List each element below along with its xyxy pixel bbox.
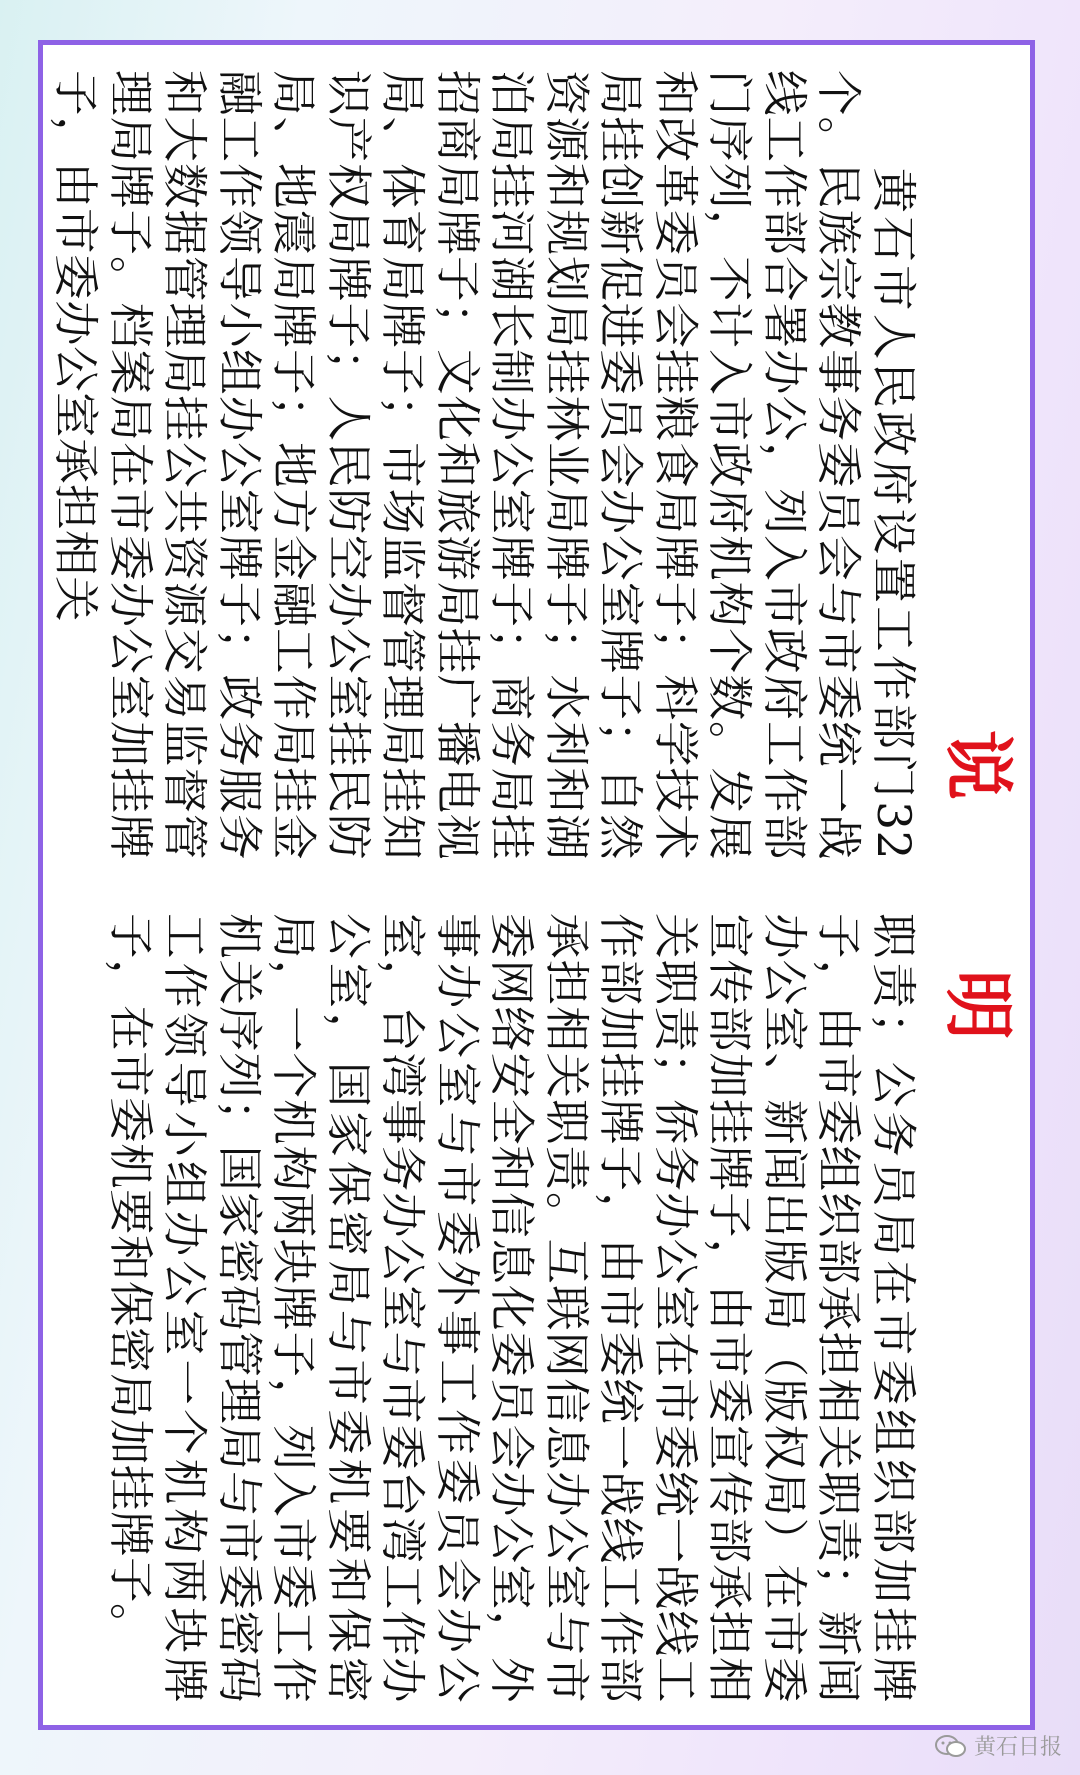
document-frame (38, 40, 1035, 1730)
paragraph-left: 黄石市人民政府设置工作部门32个。民族宗教事务委员会与市委统一战线工作部合署办公，列入市政府工作部门序列，不计入市政府机构个数。发展和改革委员会挂粮食局牌子；科学技术局挂创新促进委员会办公室牌子；自然资源和规划局挂林业局牌子；水利和湖泊局挂河湖长制办公室牌子；商务局挂招商局牌子；文化和旅游局挂广播电视局、体育局牌子；市场监督管理局挂知识产权局牌子；人民防空办公室挂民防局、地震局牌子；地方金融工作局挂金融工作领导小组办公室牌子；政务服务和大数据管理局挂公共资源交易监督管理局牌子。档案局在市委办公室加挂牌子，由市委办公室承担相关 (49, 70, 920, 860)
watermark (934, 1730, 1062, 1761)
paragraph-right: 职责；公务员局在市委组织部加挂牌子，由市委组织部承担相关职责；新闻办公室、新闻出版局（版权局）在市委宣传部加挂牌子，由市委宣传部承担相关职责；侨务办公室在市委统一战线工作部加挂牌子，由市委统一战线工作部承担相关职责。互联网信息办公室与市委网络安全和信息化委员会办公室，外事办公室与市委外事工作委员会办公室，台湾事务办公室与市委台湾工作办公室，国家保密局与市委机要和保密局，一个机构两块牌子，列入市委工作机关序列；国家密码管理局与市委密码工作领导小组办公室一个机构两块牌子，在市委机要和保密局加挂牌子。 (104, 913, 920, 1703)
text-column-right (70, 913, 920, 1703)
page-title: 说明 (937, 730, 1020, 1210)
watermark-text: 黄石日报 (973, 1735, 1062, 1760)
text-column-left (49, 70, 920, 860)
rotated-page (43, 45, 1030, 1725)
wechat-icon (934, 1734, 968, 1758)
